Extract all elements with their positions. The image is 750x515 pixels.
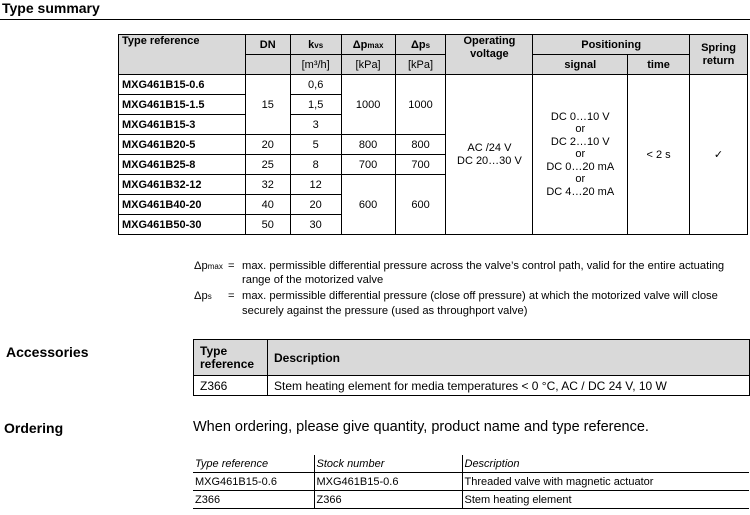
dn-cell: 15 xyxy=(245,75,290,135)
kvs-cell: 3 xyxy=(290,115,341,135)
signal-line: DC 0…20 mA xyxy=(546,160,615,173)
type-ref-cell: MXG461B20-5 xyxy=(119,135,246,155)
col-dpmax xyxy=(341,35,395,55)
header-row xyxy=(193,455,749,473)
type-ref-cell: MXG461B15-0.6 xyxy=(119,75,246,95)
signal-line: DC 0…10 V xyxy=(550,110,610,123)
dpmax-sub: max xyxy=(367,40,384,50)
dps-sub: s xyxy=(425,40,431,50)
table-row xyxy=(193,473,749,491)
type-summary-heading: Type summary xyxy=(2,0,100,16)
table-row xyxy=(119,75,748,95)
dps-main: Δp xyxy=(410,38,426,51)
header-line: reference xyxy=(200,356,255,371)
header-row xyxy=(194,340,750,376)
dpmax-main: Δp xyxy=(352,38,368,51)
kvs-cell: 20 xyxy=(290,195,341,215)
dn-cell: 40 xyxy=(245,195,290,215)
table-row xyxy=(194,376,750,396)
dpmax-unit: [kPa] xyxy=(341,55,395,75)
type-ref-cell: MXG461B25-8 xyxy=(119,155,246,175)
kvs-main: k xyxy=(308,38,315,51)
footnote-equals: = xyxy=(228,260,235,272)
header-line: Type xyxy=(200,343,228,358)
ordering-intro: When ordering, please give quantity, product name and type reference. xyxy=(193,419,649,435)
spring-return-check-icon: ✓ xyxy=(690,75,748,235)
type-ref-cell: Z366 xyxy=(193,491,314,509)
voltage-line: DC 20…30 V xyxy=(457,154,522,167)
col-spring-return: Spring return xyxy=(690,35,748,75)
ordering-table xyxy=(193,455,749,509)
symbol-sub: max xyxy=(207,262,223,271)
symbol-main: Δp xyxy=(194,290,208,303)
dpmax-cell: 1000 xyxy=(341,75,395,135)
col-signal: signal xyxy=(533,55,628,75)
footnote-equals: = xyxy=(228,290,235,303)
footnote-symbol xyxy=(194,289,228,317)
kvs-cell: 1,5 xyxy=(290,95,341,115)
dn-cell: 32 xyxy=(245,175,290,195)
header-row xyxy=(119,35,748,55)
time-cell: < 2 s xyxy=(628,75,690,235)
col-description: Description xyxy=(268,340,750,376)
ordering-heading: Ordering xyxy=(4,420,64,436)
footnote-dpmax xyxy=(194,259,739,287)
kvs-cell: 5 xyxy=(290,135,341,155)
kvs-cell: 30 xyxy=(290,215,341,235)
col-operating-voltage: Operating voltage xyxy=(446,35,533,75)
signal-line: DC 2…10 V xyxy=(550,135,610,148)
dn-unit xyxy=(245,55,290,75)
col-positioning: Positioning xyxy=(533,35,690,55)
dps-cell: 1000 xyxy=(395,75,446,135)
dps-cell: 800 xyxy=(395,135,446,155)
col-time: time xyxy=(628,55,690,75)
footnote-dps xyxy=(194,289,739,317)
dn-cell: 20 xyxy=(245,135,290,155)
col-type-reference: Type reference xyxy=(119,35,246,75)
description-cell: Stem heating element for media temperatures < 0 °C, AC / DC 24 V, 10 W xyxy=(268,376,750,396)
accessories-table xyxy=(193,339,750,396)
kvs-unit: [m³/h] xyxy=(290,55,341,75)
type-summary-table xyxy=(118,34,748,235)
type-ref-cell: MXG461B15-1.5 xyxy=(119,95,246,115)
col-description: Description xyxy=(462,455,749,473)
type-ref-cell: MXG461B15-3 xyxy=(119,115,246,135)
description-cell: Stem heating element xyxy=(462,491,749,509)
footnote-text: max. permissible differential pressure across the valve’s control path, valid for the entire actuating range of the motorized valve xyxy=(242,260,725,287)
symbol-main: Δp xyxy=(194,260,208,272)
dpmax-cell: 700 xyxy=(341,155,395,175)
dps-unit: [kPa] xyxy=(395,55,446,75)
dps-cell: 700 xyxy=(395,155,446,175)
dn-cell: 50 xyxy=(245,215,290,235)
voltage-line: AC /24 V xyxy=(467,142,512,154)
signal-line: DC 4…20 mA xyxy=(546,185,615,198)
type-ref-cell: MXG461B50-30 xyxy=(119,215,246,235)
type-ref-cell: MXG461B32-12 xyxy=(119,175,246,195)
signal-line: or xyxy=(575,148,586,161)
col-type-reference: Type reference xyxy=(193,455,314,473)
stock-number-cell: Z366 xyxy=(314,491,462,509)
type-ref-cell: Z366 xyxy=(194,376,268,396)
heading-rule xyxy=(0,19,750,20)
footnotes xyxy=(194,259,739,318)
signal-line: or xyxy=(575,123,586,136)
col-dps xyxy=(395,35,446,55)
type-ref-cell: MXG461B40-20 xyxy=(119,195,246,215)
description-cell: Threaded valve with magnetic actuator xyxy=(462,473,749,491)
footnote-symbol xyxy=(194,259,228,287)
type-ref-cell: MXG461B15-0.6 xyxy=(193,473,314,491)
kvs-sub: vs xyxy=(314,40,324,50)
col-type-reference xyxy=(194,340,268,376)
dpmax-cell: 600 xyxy=(341,175,395,235)
footnote-text: max. permissible differential pressure (close off pressure) at which the motorized valve will close securely against the pressure (used as throughport valve) xyxy=(242,290,718,317)
table-row xyxy=(193,491,749,509)
dpmax-cell: 800 xyxy=(341,135,395,155)
col-kvs xyxy=(290,35,341,55)
stock-number-cell: MXG461B15-0.6 xyxy=(314,473,462,491)
signal-line: or xyxy=(575,173,586,186)
accessories-heading: Accessories xyxy=(6,344,89,360)
kvs-cell: 8 xyxy=(290,155,341,175)
kvs-cell: 0,6 xyxy=(290,75,341,95)
col-dn: DN xyxy=(245,35,290,55)
voltage-cell xyxy=(446,75,533,235)
kvs-cell: 12 xyxy=(290,175,341,195)
dps-cell: 600 xyxy=(395,175,446,235)
signal-cell xyxy=(533,75,628,235)
col-stock-number: Stock number xyxy=(314,455,462,473)
symbol-sub: s xyxy=(207,292,212,302)
dn-cell: 25 xyxy=(245,155,290,175)
